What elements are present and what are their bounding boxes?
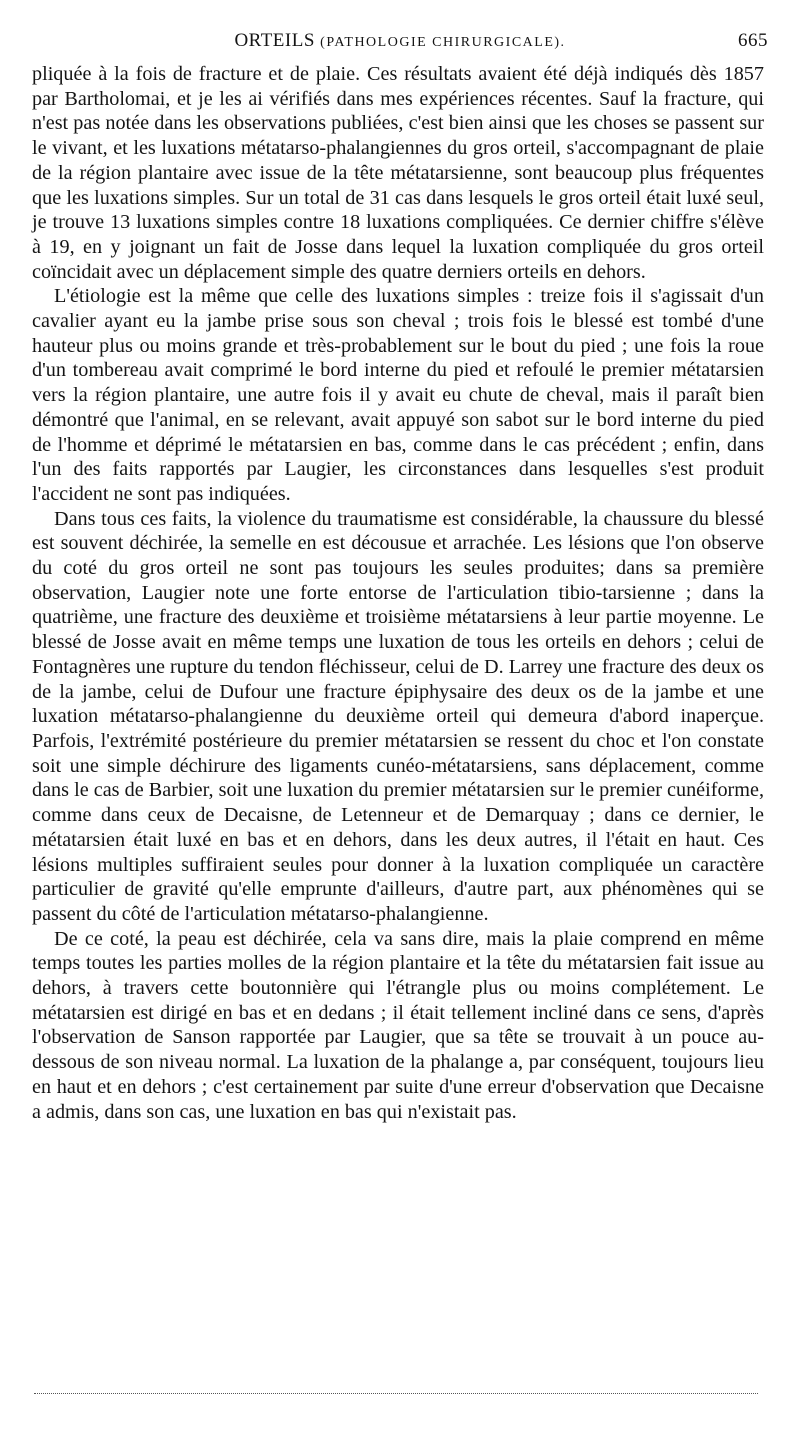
page-number: 665 xyxy=(738,30,768,51)
paragraph-plaie: De ce coté, la peau est déchirée, cela va sans dire, mais la plaie comprend en même temps toutes les parties molles de la région plantaire et la tête du métatarsien fait issue au dehors, à travers cette boutonnière qui l'étrangle plus ou moins complétement. Le métatarsien est dirigé en bas et en dedans ; il était tellement incliné dans ce sens, d'après l'observation de Sanson rapportée par Laugier, que sa tête se trouvait à un pouce au-dessous de son niveau normal. La luxation de la phalange a, par conséquent, toujours lieu en haut et en dehors ; c'est certainement par suite d'une erreur d'observation que Decaisne a admis, dans son cas, une luxation en bas qui n'existait pas. xyxy=(32,927,764,1123)
running-title-sub: (PATHOLOGIE CHIRURGICALE). xyxy=(320,35,566,50)
paragraph-continued: pliquée à la fois de fracture et de plaie. Ces résultats avaient été déjà indiqués dès 1857 par Bartholomai, et je les ai vérifiés dans mes expériences récentes. Sauf la fracture, qui n'est pas notée dans les observations publiées, c'est bien ainsi que les choses se passent sur le vivant, et les luxations métatarso-phalangiennes du gros orteil, s'accompagnant de plaie de la région plantaire avec issue de la tête métatarsienne, sont beaucoup plus fréquentes que les luxations simples. Sur un total de 31 cas dans lesquels le gros orteil était luxé seul, je trouve 13 luxations simples contre 18 luxations compliquées. Ce dernier chiffre s'élève à 19, en y joignant un fait de Josse dans lequel la luxation compliquée du gros orteil coïncidait avec un déplacement simple des quatre derniers orteils en dehors. xyxy=(32,63,764,283)
footer-dotted-rule xyxy=(34,1393,758,1394)
paragraph-lesions: Dans tous ces faits, la violence du traumatisme est considérable, la chaussure du blessé est souvent déchirée, la semelle en est décousue et arrachée. Les lésions que l'on observe du coté du gros orteil ne sont pas toujours les seules produites; dans sa première observation, Laugier note une forte entorse de l'articulation tibio-tarsienne ; dans la quatrième, une fracture des deuxième et troisième métatarsiens à leur partie moyenne. Le blessé de Josse avait en même temps une luxation de tous les orteils en dehors ; celui de Fontagnères une rupture du tendon fléchisseur, celui de D. Larrey une fracture des deux os de la jambe, celui de Dufour une fracture épiphysaire des deux os de la jambe et une luxation métatarso-phalangienne du deuxième orteil qui demeura d'abord inaperçue. Parfois, l'extrémité postérieure du premier métatarsien se ressent du choc et l'on constate soit une simple déchirure des ligaments cunéo-métatarsiens, sans déplacement, comme dans le cas de Barbier, soit une luxation du premier métatarsien sur le premier cunéiforme, comme dans ceux de Decaisne, de Letenneur et de Demarquay ; dans ce dernier, le métatarsien était luxé en bas et en dehors, dans les deux autres, il l'était en haut. Ces lésions multiples suffiraient seules pour donner à la luxation compliquée un caractère particulier de gravité qu'elle emprunte d'ailleurs, d'autre part, aux phénomènes qui se passent du côté de l'articulation métatarso-phalangienne. xyxy=(32,507,764,925)
running-title xyxy=(32,30,768,52)
running-header xyxy=(32,30,768,56)
paragraph-etiologie: L'étiologie est la même que celle des luxations simples : treize fois il s'agissait d'un cavalier ayant eu la jambe prise sous son cheval ; trois fois le blessé est tombé d'une hauteur plus ou moins grande et très-probablement sur le bout du pied ; une fois la roue d'un tombereau avait comprimé le bord interne du pied et refoulé le premier métatarsien vers la région plantaire, une autre fois il y avait eu chute de cheval, mais il paraît bien démontré que l'animal, en se relevant, avait appuyé son sabot sur le bord interne du pied de l'homme et déprimé le métatarsien en bas, comme dans le cas précédent ; enfin, dans l'un des faits rapportés par Laugier, les circonstances dans lesquelles s'est produit l'accident ne sont pas indiquées. xyxy=(32,285,764,505)
body-text xyxy=(32,62,764,1124)
running-title-main: ORTEILS xyxy=(234,30,315,51)
